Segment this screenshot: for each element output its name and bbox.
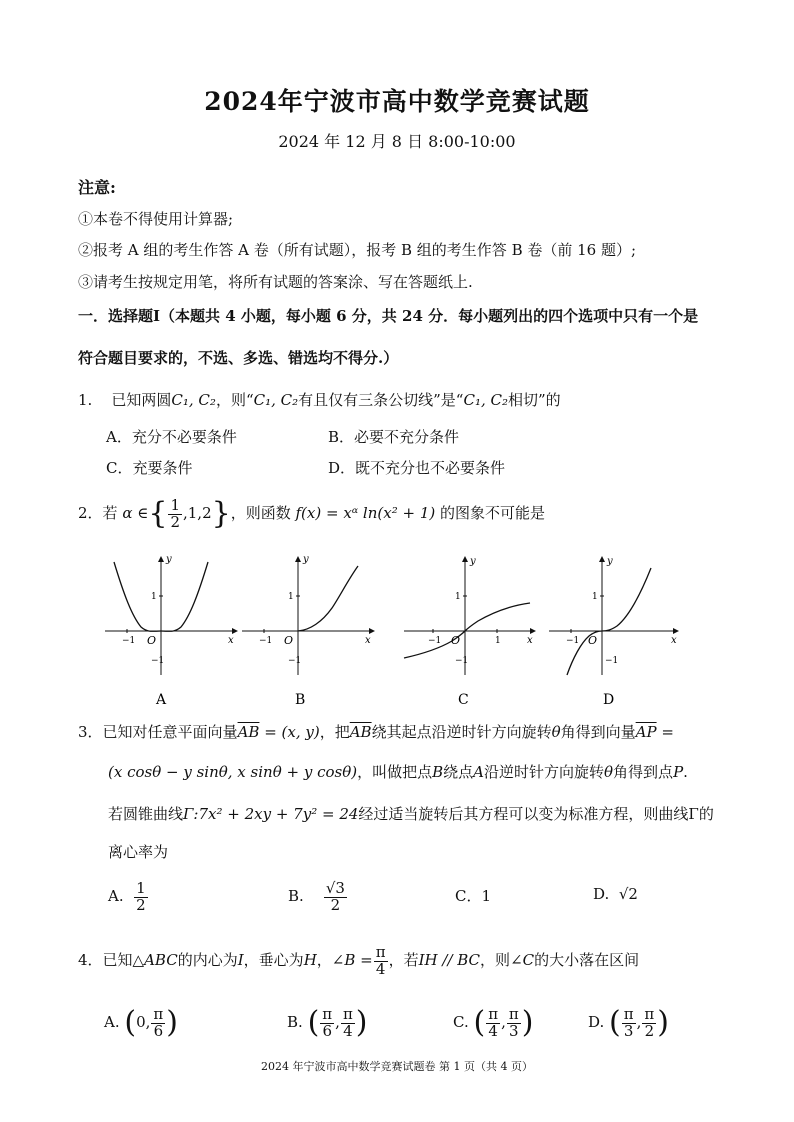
q4-triangle: ABC [144, 951, 178, 969]
graph-c-y-label: y [470, 556, 476, 567]
q4-option-d-frac1 [622, 1004, 636, 1040]
q4-option-c-num2: π [508, 1004, 519, 1023]
q2-number: 2．若 [78, 504, 118, 522]
graph-a-tick-neg-label: −1 [122, 636, 136, 646]
q4-option-c-frac1 [486, 1004, 500, 1040]
q3-theta: θ [551, 723, 561, 741]
q2-alpha-in: α ∈ [122, 504, 149, 522]
graph-d-y-arrow [599, 556, 605, 562]
graph-c-y-arrow [462, 556, 468, 562]
graph-a-tick-neg-y-label: −1 [151, 656, 165, 666]
q4-option-b-letter: B. [287, 1013, 303, 1031]
q3-conic-equation: Γ:7x² + 2xy + 7y² = 24 [183, 805, 359, 823]
q4-option-a-num: π [153, 1004, 164, 1023]
q3-line-2 [108, 761, 688, 782]
q4-option-b-den1: 6 [322, 1021, 332, 1040]
q3-option-d-value: √2 [618, 885, 638, 903]
q2-function: f(x) = xᵅ ln(x² + 1) [295, 504, 436, 522]
q4-angle-b: ∠B = [331, 951, 373, 969]
q4-text-f: ，则 [480, 951, 511, 969]
q3-option-c: C．1 [455, 887, 492, 905]
q4-text-b: 的内心为 [177, 951, 238, 969]
graph-c-origin: O [451, 634, 461, 647]
q4-option-b-frac2 [341, 1004, 355, 1040]
q3-l2j: . [683, 763, 688, 781]
q4-option-c-den2: 3 [509, 1021, 519, 1040]
graph-d-origin: O [588, 634, 598, 647]
graph-c-label: C [458, 692, 469, 708]
graph-d-x-arrow [673, 628, 679, 634]
q4-option-a-lparen: ( [124, 1005, 137, 1040]
q3-l2b: ，叫做把点 [357, 763, 433, 781]
graph-d-x-label: x [671, 635, 677, 646]
q1-text-a: 已知两圆 [111, 391, 172, 409]
q3-l3e: 的 [698, 805, 714, 823]
q4-orthocenter: H [303, 951, 317, 969]
graph-b-x-label: x [365, 635, 371, 646]
q3-l3a: 若圆锥曲线 [108, 805, 184, 823]
q4-option-d-num1: π [623, 1004, 634, 1023]
q4-option-c-frac2 [507, 1004, 521, 1040]
graph-a-x-arrow [232, 628, 238, 634]
notes-heading: 注意: [78, 178, 116, 197]
q4-option-d-letter: D. [588, 1013, 605, 1031]
q3-option-b-num: √3 [325, 878, 345, 897]
q4-option-b-frac1 [320, 1004, 334, 1040]
q4-option-d-den1: 3 [623, 1021, 634, 1040]
page-title: 2024年宁波市高中数学竞赛试题 [204, 87, 590, 116]
q1-option-b: B．必要不充分条件 [328, 428, 460, 446]
q3-l1d: 绕其起点沿逆时针方向旋转 [371, 723, 552, 741]
q4-option-b-num2: π [342, 1004, 353, 1023]
graph-b-tick-neg-label: −1 [259, 636, 273, 646]
note-item-2: ②报考 A 组的考生作答 A 卷（所有试题），报考 B 组的考生作答 B 卷（前 16 题）; [78, 241, 637, 259]
graph-b-y-arrow [295, 556, 301, 562]
q2-brace-right: } [211, 496, 231, 531]
q4-parallel: IH // BC [418, 951, 481, 969]
question-2-stem [78, 493, 545, 533]
q1-text-c: 有且仅有三条公切线”是“ [298, 391, 464, 409]
q4-option-d-num2: π [644, 1004, 655, 1023]
graph-c-tick-neg-y-label: −1 [455, 656, 469, 666]
q4-option-c: C. ( $\frac{\pi}{4}$ , $\frac{\pi}{3}$ ) [453, 1004, 534, 1040]
q3-option-a [108, 874, 149, 918]
graph-a-y-label: y [166, 554, 172, 565]
graph-b-x-arrow [369, 628, 375, 634]
graph-d-y-label: y [607, 556, 613, 567]
q2-graphs [100, 550, 700, 720]
q3-l3d: Γ [688, 805, 699, 823]
q3-option-a-num: 1 [136, 878, 146, 897]
q3-number: 3． [78, 723, 103, 741]
graph-b-y-label: y [303, 554, 309, 565]
q3-l2d: 绕点 [443, 763, 474, 781]
graph-b-tick-neg-y-label: −1 [288, 656, 302, 666]
q4-option-b-num1: π [322, 1004, 333, 1023]
graph-d-tick-neg-label: −1 [566, 636, 580, 646]
q3-point-b: B [432, 763, 444, 781]
q4-option-d-rparen: ) [657, 1005, 669, 1040]
q3-option-b-den: 2 [330, 895, 341, 914]
q4-option-d-frac2 [642, 1004, 656, 1040]
q3-l1e: 角得到向量 [560, 723, 636, 741]
graph-c [404, 556, 536, 708]
q4-option-a-letter: A. [104, 1013, 120, 1031]
q4-option-c-den1: 4 [488, 1021, 498, 1040]
q3-l3c: 经过适当旋转后其方程可以变为标准方程，则曲线 [358, 805, 689, 823]
page-footer: 2024 年宁波市高中数学竞赛试题卷 第 1 页（共 4 页） [261, 1060, 533, 1073]
q4-option-a-zero: 0, [136, 1013, 151, 1031]
graph-d-tick-neg-y-label: −1 [605, 656, 619, 666]
graph-c-x-label: x [527, 635, 533, 646]
graph-c-tick-neg-label: −1 [428, 636, 442, 646]
q4-option-b: B. ( $\frac{\pi}{6}$ , $\frac{\pi}{4}$ ) [287, 1004, 368, 1040]
q4-angle-c: ∠C [510, 951, 535, 969]
graph-b-curve [298, 566, 358, 631]
graph-a-label: A [156, 692, 167, 708]
section-heading-line2: 符合题目要求的，不选、多选、错选均不得分.） [78, 349, 399, 367]
q4-text-d: ， [316, 951, 332, 969]
graph-c-tick-pos-label: 1 [455, 592, 461, 602]
q4-option-a-den: 6 [153, 1021, 164, 1040]
q3-option-b-frac [324, 878, 347, 914]
q3-line-4: 离心率为 [108, 843, 169, 861]
q2-half-den: 2 [170, 512, 180, 531]
q4-option-b-den2: 4 [343, 1021, 353, 1040]
q3-l2f: 沿逆时针方向旋转 [484, 763, 605, 781]
graph-d-label: D [603, 692, 615, 708]
q3-vector-ab: $\overline{AB}$ [237, 723, 260, 741]
q1-circles-3: C₁, C₂ [463, 391, 509, 409]
q3-l1b: = (x, y) [259, 723, 320, 741]
q4-option-c-letter: C. [453, 1013, 469, 1031]
q3-l2h: 角得到点 [613, 763, 674, 781]
q3-option-a-frac [134, 878, 148, 914]
graph-b [242, 554, 375, 708]
graph-b-origin: O [284, 634, 294, 647]
q3-option-d [593, 885, 638, 903]
graph-d-tick-pos-label: 1 [592, 592, 598, 602]
q3-option-a-den: 2 [136, 895, 146, 914]
q2-half [168, 495, 182, 531]
q3-option-b-letter: B. [288, 887, 304, 905]
exam-date-time: 2024 年 12 月 8 日 8:00-10:00 [278, 132, 516, 151]
q1-text-b: ，则“ [215, 391, 254, 409]
q4-pi: π [375, 942, 386, 961]
note-item-1: ①本卷不得使用计算器; [78, 210, 234, 228]
q1-text-d: 相切”的 [508, 391, 561, 409]
section-heading-line1: 一．选择题I（本题共 4 小题，每小题 6 分，共 24 分．每小题列出的四个选项中只有一个是 [78, 307, 699, 325]
q1-circles-2: C₁, C₂ [253, 391, 299, 409]
q4-option-d-lparen: ( [609, 1005, 621, 1040]
q1-circles: C₁, C₂ [171, 391, 216, 409]
q3-vector-ap: $\overline{AP}$ [635, 723, 657, 741]
question-1-stem [78, 389, 561, 410]
graph-a [105, 554, 238, 708]
q4-text-e: ，若 [388, 951, 419, 969]
q3-line-1 [78, 721, 674, 742]
q4-option-c-rparen: ) [521, 1005, 534, 1040]
q4-option-a-frac [151, 1004, 165, 1040]
q4-option-b-lparen: ( [307, 1005, 320, 1040]
q3-rotation-formula: (x cosθ − y sinθ, x sinθ + y cosθ) [108, 763, 358, 781]
q4-option-d-den2: 2 [644, 1021, 655, 1040]
q4-option-c-num1: π [488, 1004, 499, 1023]
graph-a-origin: O [147, 634, 157, 647]
q3-option-a-letter: A. [108, 887, 124, 905]
q2-set-rest: ,1,2 [182, 504, 212, 522]
q1-option-a: A．充分不必要条件 [106, 428, 237, 446]
graph-b-tick-pos-label: 1 [288, 592, 294, 602]
note-item-3: ③请考生按规定用笔，将所有试题的答案涂、写在答题纸上. [78, 273, 473, 291]
q3-theta-2: θ [604, 763, 614, 781]
q3-option-d-letter: D. [593, 885, 610, 903]
q1-number: 1. [78, 391, 93, 409]
q3-vector-ab-2: $\overline{AB}$ [349, 723, 372, 741]
q3-l1f: = [656, 723, 674, 741]
q4-option-c-lparen: ( [473, 1005, 486, 1040]
q4-pi-over-4 [374, 942, 388, 978]
q4-option-d: D. ( $\frac{\pi}{3}$ , $\frac{\pi}{2}$ ) [588, 1004, 669, 1040]
graph-a-x-label: x [228, 635, 234, 646]
graph-b-label: B [295, 692, 306, 708]
q4-text-g: 的大小落在区间 [534, 951, 640, 969]
q3-point-a: A [473, 763, 484, 781]
q3-point-p: P [673, 763, 684, 781]
q2-text-c: 的图象不可能是 [440, 504, 546, 522]
q4-option-a-rparen: ) [166, 1005, 178, 1040]
q4-number: 4． [78, 951, 103, 969]
q3-l1c: ，把 [319, 723, 350, 741]
graph-c-tick-pos-x-label: 1 [495, 636, 501, 646]
q4-text-c: ，垂心为 [243, 951, 304, 969]
q2-half-num: 1 [170, 495, 180, 514]
q2-brace-left: { [148, 496, 168, 531]
graph-c-x-arrow [530, 628, 536, 634]
q4-option-a [104, 998, 178, 1046]
q3-option-b [288, 874, 348, 918]
q4-stem [78, 938, 639, 982]
q2-text-b: ，则函数 [230, 504, 291, 522]
q3-line-3 [108, 803, 714, 824]
graph-d [549, 556, 679, 708]
q1-option-d: D．既不充分也不必要条件 [328, 459, 506, 477]
q4-option-b-rparen: ) [355, 1005, 368, 1040]
q4-incenter: I [237, 951, 244, 969]
q4-text-a: 已知△ [102, 951, 145, 969]
graph-a-tick-pos-label: 1 [151, 592, 157, 602]
q4-four: 4 [375, 959, 386, 978]
graph-a-y-arrow [158, 556, 164, 562]
q3-l1a: 已知对任意平面向量 [102, 723, 238, 741]
q1-option-c: C．充要条件 [106, 459, 193, 477]
